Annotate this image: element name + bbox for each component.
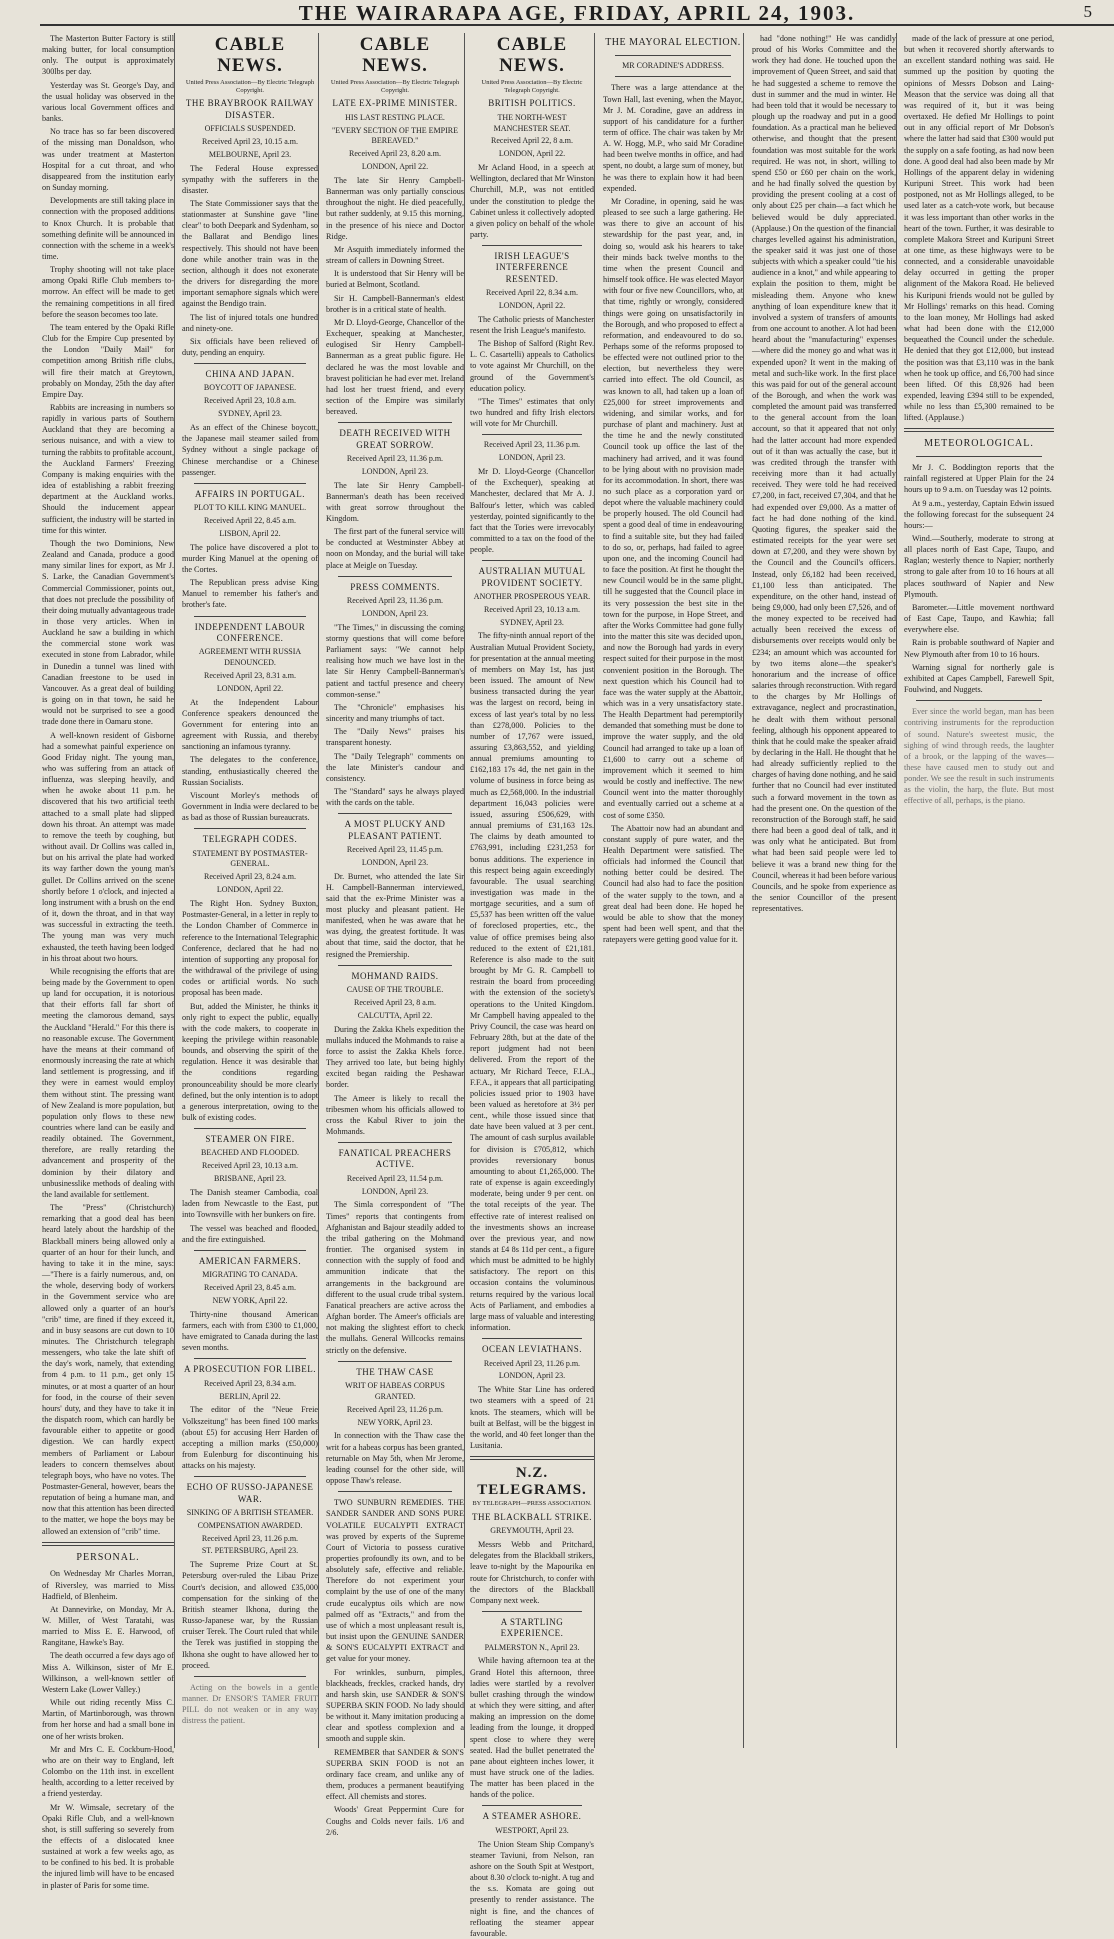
section-rule	[194, 1358, 306, 1359]
dateline: LISBON, April 22.	[219, 528, 281, 538]
nz-telegrams-credit: BY TELEGRAPH—PRESS ASSOCIATION.	[472, 1500, 592, 1508]
dateline: LONDON, April 22.	[216, 683, 284, 693]
dateline: LONDON, April 23.	[498, 453, 566, 463]
article-paragraph: The Catholic priests of Manchester resent the Irish League's manifesto.	[470, 314, 594, 335]
article-heading: ECHO OF RUSSO-JAPANESE WAR.	[186, 1482, 314, 1504]
article-subheading: "EVERY SECTION OF THE EMPIRE BEREAVED."	[332, 125, 458, 146]
dateline: LONDON, April 23.	[361, 466, 429, 476]
cable-credit: United Press Association—By Electric Telegraph Copyright.	[185, 78, 315, 94]
dateline: NEW YORK, April 22.	[212, 1295, 288, 1305]
article-heading: INDEPENDENT LABOUR CONFERENCE.	[194, 621, 306, 643]
meteorological-paragraph: Barometer.—Little movement northward of East Cape, Taupo, and Kawhia; fall everywhere else.	[904, 602, 1054, 635]
section-rule	[194, 1676, 306, 1677]
dateline: LONDON, April 22.	[361, 162, 429, 172]
nz-telegrams-banner: N.Z. TELEGRAMS.	[477, 1465, 587, 1498]
article-subheading: WRIT OF HABEAS CORPUS GRANTED.	[345, 1380, 445, 1401]
article-paragraph: The Abattoir now had an abundant and constant supply of pure water, and the Health Department were satisfied. The officials had informed the Council that nothing better could be desired. The Council had also had to face the position of the water supply to the town, and a great deal had been done. He hoped he would be able to show that the money spent had been well spent, and that the ratepayers were getting good value for it.	[603, 823, 743, 945]
dateline: LONDON, April 22.	[498, 149, 566, 159]
section-rule	[194, 828, 306, 829]
local-news-paragraph: No trace has so far been discovered of the missing man Donaldson, who was under treatment at Masterton Hospital for a cut throat, and who disappeared from the institution early on Sunday morning.	[42, 127, 174, 193]
article-paragraph: Thirty-nine thousand American farmers, each with from £300 to £1,000, have emigrated to Canada during the last seven months.	[182, 1309, 318, 1353]
article-paragraph: The late Sir Henry Campbell-Bannerman was only partially conscious throughout the night. He died peacefully, but rather suddenly, at 9.15 this morning, in the presence of his niece and Doctor Ridge.	[326, 176, 464, 241]
article-paragraph: The "Daily News" praises his transparent honesty.	[326, 727, 464, 748]
article-heading: LATE EX-PRIME MINISTER.	[332, 98, 458, 109]
cable-credit: United Press Association—By Electric Telegraph Copyright.	[481, 78, 583, 94]
article-paragraph: During the Zakka Khels expedition the mullahs induced the Mohmands to raise a force to assist the Zakka Khels force. They arrived too late, but being highly excited began raiding the Peshawar border.	[326, 1024, 464, 1090]
article-heading: PRESS COMMENTS.	[350, 581, 440, 592]
section-rule	[482, 560, 582, 561]
article-paragraph: The Bishop of Salford (Right Rev. L. C. Casartelli) appeals to Catholics to vote against Mr Churchill, on the ground of the Government's education policy.	[470, 339, 594, 393]
received-line: Received April 23, 8 a.m.	[354, 997, 436, 1007]
dateline: CALCUTTA, April 22.	[357, 1010, 433, 1020]
received-line: Received April 23, 11.54 p.m.	[346, 1173, 444, 1183]
column-mayoral-and-meteorological	[904, 33, 1054, 1748]
personal-paragraph: Mr and Mrs C. E. Cockburn-Hood, who are on their way to England, left Colombo on the 11th inst. in excellent health, according to a letter received by a friend yesterday.	[42, 1744, 174, 1799]
article-heading: BRITISH POLITICS.	[488, 98, 576, 109]
article-subheading: SINKING OF A BRITISH STEAMER.	[186, 1507, 314, 1517]
column-cable-news-1	[182, 33, 319, 1748]
dateline: WESTPORT, April 23.	[495, 1825, 569, 1835]
mayoral-election-subheading: MR CORADINE'S ADDRESS.	[622, 60, 724, 70]
section-rule	[916, 700, 1042, 701]
dateline: SYDNEY, April 23.	[500, 617, 564, 627]
section-rule	[482, 1338, 582, 1339]
local-news-paragraph: Yesterday was St. George's Day, and the usual holiday was observed in the various local Government offices and banks.	[42, 80, 174, 124]
article-heading: CHINA AND JAPAN.	[205, 369, 295, 380]
article-heading: THE BLACKBALL STRIKE.	[472, 1511, 592, 1522]
article-subheading: MIGRATING TO CANADA.	[202, 1270, 298, 1280]
local-news-paragraph: The Masterton Butter Factory is still making butter, for local consumption only. The output is approximately 300lbs per day.	[42, 34, 174, 77]
received-line: Received April 22, 8.45 a.m.	[204, 515, 296, 525]
section-rule	[194, 1250, 306, 1251]
section-rule	[904, 428, 1054, 432]
dateline: BERLIN, April 22.	[219, 1391, 281, 1401]
meteorological-paragraph: Warning signal for northerly gale is exhibited at Capes Campbell, Farewell Spit, Foulwind, and Nuggets.	[904, 662, 1054, 695]
article-heading: FANATICAL PREACHERS ACTIVE.	[338, 1148, 452, 1170]
article-subheading: HIS LAST RESTING PLACE.	[345, 112, 445, 122]
personal-paragraph: On Wednesday Mr Charles Morran, of Riversley, was married to Miss Hadfield, of Blenheim.	[42, 1569, 174, 1601]
article-subheading: AGREEMENT WITH RUSSIA DENOUNCED.	[198, 647, 302, 667]
dateline: LONDON, April 23.	[361, 608, 429, 618]
received-line: Received April 23, 11.45 p.m.	[346, 844, 444, 854]
local-news-paragraph: Developments are still taking place in connection with the proposed additions to Knox Church. It is probable that something definite will be announced in connection with the scheme in a week's time.	[42, 196, 174, 261]
dateline: PALMERSTON N., April 23.	[484, 1642, 580, 1652]
received-line: Received April 23, 8.34 a.m.	[204, 1378, 296, 1388]
article-paragraph: The White Star Line has ordered two steamers with a speed of 21 knots. The steamers, which will be built at Belfast, will be the biggest in the world, and 40 feet longer than the Lusitania.	[470, 1385, 594, 1451]
article-paragraph: The Supreme Prize Court at St. Petersburg over-ruled the Libau Prize Court's decision, and allowed £35,000 compensation for the sinking of the British steamer Ikhona, during the Russo-Japanese war, by the Russian cruiser Terek. The Court ruled that while the Terek was justified in stopping the Ikhona she ought to have allowed her to proceed.	[182, 1560, 318, 1670]
received-line: Received April 23, 11.36 p.m.	[483, 440, 581, 450]
article-paragraph: The "Chronicle" emphasises his sincerity and many triumphs of tact.	[326, 702, 464, 724]
section-rule	[338, 576, 452, 577]
meteorological-paragraph: Rain is probable southward of Napier and New Plymouth after from 10 to 16 hours.	[904, 638, 1054, 659]
article-heading: THE THAW CASE	[356, 1366, 434, 1377]
personal-paragraph: Mr W. Wimsale, secretary of the Opaki Rifle Club, and a well-known shot, is still suffering so severely from the effects of a dislocated knee sustained at work a few weeks ago, as to be confined to his bed. It is probable the injured limb will have to be encased in plaster of Paris for some time.	[42, 1802, 174, 1890]
section-rule	[916, 456, 1042, 457]
section-rule	[615, 55, 731, 56]
dateline: GREYMOUTH, April 23.	[490, 1526, 574, 1536]
article-heading: A MOST PLUCKY AND PLEASANT PATIENT.	[344, 819, 446, 841]
section-rule	[42, 1542, 174, 1546]
advertisement: REMEMBER that SANDER & SON'S SUPERBA SKIN FOOD is not an ordinary face cream, and unlike any of them, produces a permanent beautifying effect. All chemists and stores.	[326, 1747, 464, 1802]
article-paragraph: The police have discovered a plot to murder King Manuel at the opening of the Cortes.	[182, 542, 318, 574]
article-subheading: STATEMENT BY POSTMASTER-GENERAL.	[192, 848, 308, 869]
article-paragraph: The first part of the funeral service will be conducted at Westminster Abbey at noon on Monday, and the burial will take place at Meigle on Tuesday.	[326, 527, 464, 570]
article-heading: OCEAN LEVIATHANS.	[482, 1344, 582, 1355]
local-news-paragraph: A well-known resident of Gisborne had a somewhat painful experience on Good Friday night. The young man, who was suffering from an attack of influenza, was sleeping heavily, and when he awoke about 11 p.m. he discovered that his two artificial teeth attached to a small plate had slipped down his throat. An attempt was made to remove the teeth by coughing, but without avail. Dr Collins was called in, but on his arrival the plate had worked its way farther down the young man's gullet. Dr Collins arrived on the scene shortly before 1 o'clock, and injected a long instrument with a brush on the end of it, down the throat, and in that way was successful in extracting the teeth. The young man was very much exhausted, the teeth having been lodged in his throat about two hours.	[42, 730, 174, 963]
article-paragraph: The Federal House expressed sympathy with the sufferers in the disaster.	[182, 163, 318, 195]
dateline: ST. PETERSBURG, April 23.	[201, 1546, 299, 1556]
section-rule	[615, 76, 731, 77]
article-heading: AFFAIRS IN PORTUGAL.	[194, 488, 306, 499]
article-paragraph: The State Commissioner says that the stationmaster at Sunshine gave "line clear" to both Deepark and Sydenham, so the Ballarat and Bendigo lines respectively. This should not have been done while another train was in the section, although it does not exonerate the drivers for disregarding the more important semaphore signals which were against the Bendigo train.	[182, 198, 318, 309]
personal-paragraph: The death occurred a few days ago of Miss A. Wilkinson, sister of Mr E. Wilkinson, a well-known settler of Western Lake (Lower Valley.)	[42, 1651, 174, 1694]
article-subheading: ANOTHER PROSPEROUS YEAR.	[473, 591, 591, 601]
article-paragraph: The delegates to the conference, standing, enthusiastically cheered the Russian Socialists.	[182, 755, 318, 787]
advertisement: Ever since the world began, man has been contriving instruments for the reproduction of sound. Nature's sweetest music, the sighing of wind through reeds, the laughter of a brook, or the lapping of the waves—these have caused men to study out and ponder. We see the result in such instruments as the violin, the harp, the flute. But most effective of all, perhaps, is the piano.	[904, 707, 1054, 806]
meteorological-paragraph: Mr J. C. Boddington reports that the rainfall registered at Upper Plain for the 24 hours up to 9 a.m. on Tuesday was 12 points.	[904, 463, 1054, 495]
received-line: Received April 23, 8.45 a.m.	[204, 1283, 296, 1292]
received-line: Received April 23, 11.36 p.m.	[346, 596, 444, 606]
article-heading: STEAMER ON FIRE.	[205, 1134, 295, 1145]
column-cable-news-3	[470, 33, 595, 1938]
received-line: Received April 23, 8.20 a.m.	[349, 149, 441, 159]
article-paragraph: But, added the Minister, he thinks it only right to expect the public, equally with the code makers, to cooperate in keeping the privilege within reasonable bounds, and observing the spirit of the regulation. Hence it was desirable that the conditions regarding pronounceability should be more clearly defined, but the only intention is to adopt a generous interpretation, owing to the bulk of existing codes.	[182, 1001, 318, 1123]
dateline: LONDON, April 22.	[216, 885, 284, 895]
article-paragraph: Dr. Burnet, who attended the late Sir H. Campbell-Bannerman interviewed, said that the ex-Prime Minister was a most plucky and pleasant patient. He manifested, when he was aware that he was dying, the greatest fortitude. It was about that time, said the doctor, that he resigned the Premiership.	[326, 871, 464, 959]
section-rule	[482, 1611, 582, 1612]
section-rule	[338, 813, 452, 814]
local-news-paragraph: Though the two Dominions, New Zealand and Canada, produce a good many similar lines for export, as Mr J. S. Larke, the Canadian Government's Commercial Commissioner, points out, that does not preclude the possibility of their doing mutually advantageous trade in those very articles. When in Auckland he saw a building in which the commercial stone work was executed in stone from Labrador, while in Dunedin a tunnel was lined with Canadian freestone to be used in Vancouver. As a great deal of building is going on in that town, he said he would not be surprised to see a good trade done there in Oamaru stone.	[42, 538, 174, 727]
article-paragraph: The Union Steam Ship Company's steamer Taviuni, from Nelson, ran ashore on the South Spit at Westport, about 8.30 o'clock to-night. A tug and the s.s. Komata are going out presently to render assistance. The night is fine, and the chances of refloating the steamer appear favourable.	[470, 1839, 594, 1938]
column-mayoral-continued	[752, 33, 897, 1748]
advertisement: TWO SUNBURN REMEDIES. THE SANDER SANDER AND SONS PURE VOLATILE EUCALYPTI EXTRACT was proved by experts of the Supreme Court of Victoria to possess curative properties profoundly its own, and to be absolutely safe, effective and reliable. Therefore do not experiment your complaint by the use of one of the many crude eucalyptus oils which are now palmed off as "Extracts," and from the use of which a most unpleasant result is, but insist upon the GENUINE SANDER & SON'S EUCALYPTI EXTRACT and get value for your money.	[326, 1498, 464, 1664]
dateline: LONDON, April 22.	[498, 300, 566, 310]
article-paragraph: "The Times," in discussing the coming stormy questions that will come before Parliament says: "We cannot help realising how much we have lost in the late Sir Henry Campbell-Bannerman's patient and tactful presence and cheery common-sense."	[326, 622, 464, 699]
dateline: SYDNEY, April 23.	[218, 409, 282, 419]
article-paragraph: The Right Hon. Sydney Buxton, Postmaster-General, in a letter in reply to the London Chamber of Commerce in reference to the International Telegraphic Conference, declared that he had no intention of supporting any proposal for the withdrawal of the privilege of using codes or artificial words. No such proposal has been made.	[182, 899, 318, 998]
dateline: MELBOURNE, April 23.	[208, 149, 292, 159]
article-paragraph: "The Times" estimates that only two hundred and fifty Irish electors will vote for Mr Churchill.	[470, 396, 594, 429]
local-news-paragraph: Rabbits are increasing in numbers so rapidly in various parts of Southern Auckland that they are becoming a serious nuisance, and with a view to turning the rabbits to profitable account, the Auckland Farmers' Freezing Company is making enquiries with the idea of establishing a rabbit freezing department at the Auckland works. Should the inducement appear sufficient, the industry will be started in time for this winter.	[42, 403, 174, 535]
local-news-paragraph: The team entered by the Opaki Rifle Club for the Empire Cup presented by the London "Daily Mail" for competition among British rifle clubs, will fire their match at Greytown, probably on Monday, 25th the day after Empire Day.	[42, 322, 174, 399]
advertisement: For wrinkles, sunburn, pimples, blackheads, freckles, cracked hands, dry and harsh skin, use SANDER & SON'S SUPERBA SKIN FOOD. No lady should be without it. Many imitation producing a clear and spotless complexion and a smooth and supple skin.	[326, 1667, 464, 1744]
dateline: LONDON, April 23.	[361, 1186, 429, 1196]
personal-paragraph: At Dannevirke, on Monday, Mr A. W. Miller, of West Taratahi, was married to Miss E. E. Harwood, of Rangitane, Hawke's Bay.	[42, 1604, 174, 1648]
dateline: LONDON, April 23.	[361, 857, 429, 867]
article-paragraph: Mr D. Lloyd-George (Chancellor of the Exchequer), speaking at Manchester, declared that Mr A. J. Balfour's letter, which was cabled yesterday, pointed significantly to the fact that the Tories were irrevocably committed to a tax on the food of the people.	[470, 467, 594, 555]
article-heading: A STEAMER ASHORE.	[482, 1811, 582, 1822]
article-paragraph: The fifty-ninth annual report of the Australian Mutual Provident Society, for presentation at the annual meeting of members on May 1st, has just been issued. The amount of New business transacted during the year was the largest on record, being in excess of last year's total by no less than £278,000. Policies to the number of 17,767 were issued, assuring £3,863,552, and yielding annual premiums amounting to £162,183 17s 4d, the net gain in the volume of business in force being as much as £2,568,000. In the industrial department 16,043 policies were issued, assuring £506,629, with annual premiums of £31,163 12s. The claims by death amounted to £763,991, including £231,253 for bonus additions. The experience in this respect being again exceedingly favourable. The usual searching investigation was made in the mortgage securities, and a sum of £5,537 has been written off the value of foreclosed properties, etc., the value of office premises being also reduced to the extent of £21,181. Reference is also made to the suit brought by Mr G. R. Campbell to restrain the board from proceeding with the extension of the society's operations to the United Kingdom. Mr Campbell having appealed to the Privy Council, the case was heard on February 28th, but at the date of the report judgment had not been delivered. From the report of the actuary, Mr Richard Teece, F.I.A., F.F.A., it appears that all participating policies issued prior to 1903 have been valued as heretofore at 3½ per cent., while those issued since that date have been valued at 3 per cent. The amount of cash surplus available for division is £705,812, which provides reversionary bonus amounting to about £1,265,000. The rate of expense is again exceedingly moderate, being under 9 per cent. on the total receipts of the year. The effective rate of interest realised on the investments shows an increase over the previous year, and now stands at £4 8s 11d per cent., a figure which must be admitted to be highly satisfactory. The report on this occasion contains the voluminous returns required by the various local Acts of Parliament, and embodies a large mass of valuable and interesting information.	[470, 631, 594, 1333]
article-heading: AMERICAN FARMERS.	[198, 1255, 302, 1266]
article-paragraph: The Republican press advise King Manuel to remember his father's and brother's fate.	[182, 578, 318, 610]
received-line: Received April 23, 10.8 a.m.	[204, 396, 296, 406]
article-paragraph: The "Standard" says he always played with the cards on the table.	[326, 786, 464, 808]
article-heading: MOHMAND RAIDS.	[351, 970, 439, 981]
dateline: NEW YORK, April 23.	[357, 1417, 433, 1427]
received-line: Received April 23, 11.26 p.m.	[201, 1533, 299, 1543]
article-paragraph: had "done nothing!" He was candidly proud of his Works Committee and the work they had done. He touched upon the improvement of Queen Street, and said that he had suggested a scheme to remove the dust in summer and the mud in winter. He had been told that it would be necessary to plough up the roadway and put in a good foundation. As a practical man he believed otherwise, and thought that the present foundation was most suitable for the work required. He was not, in short, willing to spend £50 or £60 per chain on the work, and he had finally solved the question by providing the present cooling at a cost of only about £25 per chain—a fact which he believed would be duly appreciated. (Applause.) On the question of the financial charges levelled against his administration, the speaker said it was just one of those subjects with which a speaker could "tie his audience in a knot," and while appearing to explain the position to them, might be misleading them. Anyone who knew anything of loan expenditure knew that it involved a system of transfers of amounts from one account to another. A lot had been heard about the "manufacturing" expenses—where did the money go and what was it expended upon? It went in the making of metal and such-like work. In the first place this was paid for out of the general account of the Borough, and when the work was completed the amount paid was transferred to the general account from the loan account, so that it appeared that not only had the latter account had more expended out of it than was actually the case, but it was credited through the transfer with receiving more than it had actually received. They were told he had received £7,200, in fact, received £7,304, and that he had expended over £9,000. As a matter of fact he had done nothing of the kind. Quoting figures, the speaker said the estimated receipts for the year were set down at £7,200, and they were shown by the Council and the Council's officers. Instead, only £6,182 had been received, £1,100 less than anticipated. The expenditure, on the other hand, instead of being £9,000, had only been £7,526, and of the money expected to be received had actually been received the excess of disbursements over receipts would only be £234; an amount which was accounted for by two items alone—the speaker's honorarium and the increase of office salaries through reconstruction. With regard to the charges by Mr Hollings of extravagance, neglect and procrastination, he dealt with them without personal feeling, although his opponent appeared to think that he could make the speaker afraid by declaring in the Hall. He thought that he had already sufficiently replied to the charges of having done nothing, and he said further that no Council had ever instituted such a forward movement in the town as had the present one. On the question of the reconstruction of the Borough staff, he said there had been a good deal of talk, and it was only what he anticipated. But from what had been said people were led to believe it was a brand new thing for the Council, whereas it had been before various Councils, and he spoke from experience as the senior Councillor of the present representatives.	[752, 34, 897, 914]
masthead	[40, 0, 1114, 26]
cable-news-banner: CABLE NEWS.	[496, 34, 568, 76]
article-paragraph: Viscount Morley's methods of Government in India were declared to be as bad as those of Russian bureaucrats.	[182, 790, 318, 823]
article-heading: DEATH RECEIVED WITH GREAT SORROW.	[339, 428, 451, 450]
article-paragraph: made of the lack of pressure at one period, but when it recovered shortly afterwards to an excellent standard nothing was said. He summed up the position by quoting the opinions of Messrs Dobson and Laing-Meason that the service was doing all that was required of it, but it was being overtaxed. He defied Mr Hollings to point out in any official report of Mr Dobson's where the latter had said that £300 would put the supply on a safe footing, as had now been done. A good deal had also been made by Mr Hollings of the apparent delay in widening Kuripuni Street. This work had been postponed, not as Mr Hollings alleged, to be used later as a catch-vote work, but because it was less important than other works in the heart of the town. Further, it was desirable to complete Makora Street and Kuripuni Street at one time, as these highways were to be connected, and a considerable unavoidable delay occurred in getting the proper alignment of the Makora Road. He believed his Kuripuni friends would not be gulled by Mr Hollings' remarks on this head. Coming to the loan money, Mr Hollings had asked what had been done with the £12,000 bequeathed the Council under the schedule. He denied that they got £12,000, but instead the position was that £3,110 was in the bank when he took up office, and £6,700 had since been lifted. Of this £8,926 had been expended, leaving £394 still to be expended, while no less than £5,300 remained to be lifted. (Applause.)	[904, 34, 1054, 423]
personal-paragraph: While out riding recently Miss C. Martin, of Martinborough, was thrown from her horse and had a small bone in one of her wrists broken.	[42, 1698, 174, 1741]
article-paragraph: As an effect of the Chinese boycott, the Japanese mail steamer sailed from Sydney without a single package of Chinese merchandise or a Chinese passenger.	[182, 423, 318, 477]
section-rule	[482, 1805, 582, 1806]
section-rule	[194, 1128, 306, 1129]
received-line: Received April 22, 8.34 a.m.	[486, 287, 578, 297]
article-paragraph: Messrs Webb and Pritchard, delegates from the Blackball strikers, leave to-night by the Mapourika en route for Christchurch, to confer with the directors of the Blackball Company next week.	[470, 1540, 594, 1605]
article-paragraph: The editor of the "Neue Freie Volkszeitung" has been fined 100 marks (about £5) for accusing Herr Harden of accepting a million marks (£50,000) from Eulenburg for discontinuing his attacks on his majesty.	[182, 1405, 318, 1471]
article-paragraph: The list of injured totals one hundred and ninety-one.	[182, 312, 318, 333]
article-heading: THE BRAYBROOK RAILWAY DISASTER.	[185, 98, 315, 120]
received-line: Received April 23, 11.36 p.m.	[346, 453, 444, 463]
article-subheading: BEACHED AND FLOODED.	[201, 1148, 299, 1158]
article-paragraph: Mr Coradine, in opening, said he was pleased to see such a large gathering. He was there to give an account of his stewardship for the past year, and, in doing so, would ask his hearers to take their minds back twelve months to the time when the present Council and himself took office. He was elected Mayor with four or five new Councillors, who, at that time, rightly or wrongly, considered things were going on unsatisfactorily in the Borough, and who proposed to effect a reformation, and endeavoured to do so. Perhaps some of the reforms proposed to be effected were not outlined prior to the election, but nevertheless they were carried into effect. The old Council, as was known to all, had taken up a loan of £25,000 for street improvements and widening, and similar works, and for purchase of plant and machinery. Just at the time he and the newly constituted Council took up office the last of the machinery had arrived, and it was found to be lying about with no provision made for its accommodation. In short, there was no such place as a corporation yard or depot where the valuable machinery could be properly housed. The old Council had spent a good deal of time in endeavouring to find a suitable site, but they had failed to do so, or, perhaps, had failed to agree upon one, and the incoming Council had to face the position. At first he thought the new Council would be in the same plight, till he suggested that the Council place in its very possession the best site in the town for the purpose, in Hope Street, and after the Works Committee had gone fully into the matter this site was decided upon, and now the Borough had yards in every respect suited for their purpose in the most convenient position in the Borough. The next question which his Council had to face was the water supply at the Abattoir, which was in a very unsatisfactory state. The Health Department had peremptorily demanded that something must be done to improve the water supply, and the old Council had arranged to take up a loan of £1,600 to carry out a scheme of improvement which it seemed to him would be costly and ineffective. The new Council went into the matter thoroughly and eventually carried out a scheme at a cost of some £350.	[603, 196, 743, 820]
cable-credit: United Press Association—By Electric Telegraph Copyright.	[330, 78, 460, 94]
mayoral-election-heading: THE MAYORAL ELECTION.	[605, 37, 741, 48]
masthead-title: THE WAIRARAPA AGE, FRIDAY, APRIL 24, 1903.	[298, 1, 856, 25]
article-paragraph: The Ameer is likely to recall the tribesmen whom his officials allowed to cross the Kabul River to join the Mohmands.	[326, 1093, 464, 1137]
local-news-paragraph: The "Press" (Christchurch) remarking that a good deal has been heard lately about the hardship of the Blackball miners being allowed only a quarter of an hour for their lunch, and having to take it in the mine, says:—"There is a fairly numerous, and, on the whole, deserving body of workers in the Government service who are allowed only a quarter of an hour's "crib" time, are fined if they exceed it, and in busy seasons are cut down to 10 minutes. The Christchurch telegraph messengers, who take the late shift of the day's work, namely, that extending from 4 p.m. to 11 p.m., get only 15 minutes, or at most a quarter of an hour for food, in the course of their seven hours' duty, and they have to take it in the dispatch room, which can hardly be favourable either to appetite or good digestion. We can hardly expect members of Parliament or Labour leaders to concern themselves about telegraph boys, who have no votes. The Postmaster-General, however, bears the reputation of being a humane man, and now that this attention has been directed to the matter, we hope the boys may be allowed an extension of "crib" time.	[42, 1203, 174, 1536]
article-paragraph: While having afternoon tea at the Grand Hotel this afternoon, three ladies were startled by a revolver bullet crashing through the window at which they were sitting, and after making an impression on the dome leading from the lounge, it dropped spent close to where they were seated. Had the bullet penetrated the pane about eighteen inches lower, it must have struck one of the ladies. The matter has been placed in the hands of the police.	[470, 1656, 594, 1800]
article-subheading: OFFICIALS SUSPENDED.	[204, 123, 296, 133]
article-subheading: BOYCOTT OF JAPANESE.	[203, 383, 297, 393]
column-cable-news-2	[326, 33, 465, 1837]
section-rule	[338, 422, 452, 423]
article-subheading: PLOT TO KILL KING MANUEL.	[193, 503, 307, 513]
article-paragraph: Mr Asquith immediately informed the stream of callers in Downing Street.	[326, 244, 464, 266]
article-subheading: CAUSE OF THE TROUBLE.	[346, 985, 444, 995]
section-rule	[470, 1456, 594, 1460]
received-line: Received April 23, 10.15 a.m.	[202, 136, 298, 146]
received-line: Received April 23, 10.13 a.m.	[484, 604, 580, 614]
article-heading: TELEGRAPH CODES.	[202, 834, 298, 845]
article-paragraph: Mr D. Lloyd-George, Chancellor of the Exchequer, speaking at Manchester, eulogised Sir Henry Campbell-Bannerman as a great public figure. He declared he was the most lovable and bravest politician he had ever met. Ireland had lost her truest friend, and every section of the Empire was similarly bereaved.	[326, 317, 464, 417]
article-paragraph: At the Independent Labour Conference speakers denounced the Government for entering into an agreement with Russia, and thereby sanctioning an infamous tyranny.	[182, 697, 318, 752]
personal-heading: PERSONAL.	[76, 1551, 140, 1563]
article-paragraph: The Danish steamer Cambodia, coal laden from Newcastle to the East, put into Townsville with her bunkers on fire.	[182, 1188, 318, 1220]
dateline: BRISBANE, April 23.	[213, 1174, 286, 1184]
meteorological-heading: METEOROLOGICAL.	[924, 438, 1034, 450]
dateline: LONDON, April 23.	[498, 1371, 566, 1381]
article-paragraph: There was a large attendance at the Town Hall, last evening, when the Mayor, Mr J. M. Coradine, gave an address in support of his candidature for a further term of office. The chair was taken by Mr A. W. Hogg, M.P., who said Mr Coradine had been twelve months in office, and had spent, no doubt, a large sum of money, but he was there to explain how it had been expended.	[603, 83, 743, 193]
received-line: Received April 23, 8.31 a.m.	[204, 670, 296, 680]
article-paragraph: The late Sir Henry Campbell-Bannerman's death has been received with great sorrow throughout the Kingdom.	[326, 480, 464, 523]
section-rule	[338, 1361, 452, 1362]
section-rule	[194, 483, 306, 484]
received-line: Received April 22, 8 a.m.	[491, 136, 573, 146]
section-rule	[194, 616, 306, 617]
article-paragraph: The Simla correspondent of "The Times" reports that contingents from Afghanistan and Bajour steadily added to the tribal gathering on the Mohmand frontier. The organised system in connection with the supply of food and ammunition indicate that the arrangements in the background are different to the usual crude tribal system. Fanatical preachers are active across the Afghan border. The Ameer's officials are not making the slightest effort to check the mullahs. General Willcocks remains strictly on the defensive.	[326, 1200, 464, 1355]
received-line: Received April 23, 11.26 p.m.	[346, 1404, 444, 1414]
cable-news-banner: CABLE NEWS.	[214, 34, 286, 76]
advertisement: Acting on the bowels in a gentle manner. Dr ENSOR'S TAMER FRUIT PILL do not weaken or in any way distress the patient.	[182, 1682, 318, 1726]
advertisement: Woods' Great Peppermint Cure for Coughs and Colds never fails. 1/6 and 2/6.	[326, 1805, 464, 1837]
section-rule	[338, 1491, 452, 1492]
section-rule	[338, 1142, 452, 1143]
local-news-paragraph: While recognising the efforts that are being made by the Government to open up land for occupation, it is notorious that their efforts fall far short of meeting the clamorous demand, says the Auckland "Herald." For this there is no reasonable excuse. The Government have the means at their command of enormously increasing the rate at which land settlement is progressing, and if they were in earnest would employ them without stint. The pressing want of New Zealand is more population, but population only flows to these new countries where land can be easily and readily obtained. The Government, therefore, are really retarding the advancement and prosperity of the dominion by their dilatory and unbusinesslike methods of dealing with the land available for settlement.	[42, 966, 174, 1199]
received-line: Received April 23, 8.24 a.m.	[204, 872, 296, 882]
local-news-paragraph: Trophy shooting will not take place among Opaki Rifle Club members to-morrow. An effect will be made to get the remaining competitions in all fired before the season becomes too late.	[42, 265, 174, 319]
cable-news-banner: CABLE NEWS.	[359, 34, 431, 76]
article-paragraph: Mr Acland Hood, in a speech at Wellington, declared that Mr Winston Churchill, M.P., was not entitled under the constitution to pledge the Cabinet unless it collectively adopted a given policy on behalf of the whole party.	[470, 163, 594, 240]
article-paragraph: Sir H. Campbell-Bannerman's eldest brother is in a critical state of health.	[326, 293, 464, 314]
page-number: 5	[1083, 2, 1092, 21]
article-subheading: COMPENSATION AWARDED.	[197, 1520, 303, 1530]
section-rule	[338, 965, 452, 966]
article-heading: AUSTRALIAN MUTUAL PROVIDENT SOCIETY.	[478, 566, 586, 588]
section-rule	[194, 363, 306, 364]
received-line: Received April 23, 11.26 p.m.	[483, 1358, 581, 1368]
column-local-news	[42, 33, 175, 1890]
article-heading: A PROSECUTION FOR LIBEL.	[183, 1364, 316, 1375]
article-paragraph: The vessel was beached and flooded, and the fire extinguished.	[182, 1223, 318, 1244]
section-rule	[482, 245, 582, 246]
article-paragraph: In connection with the Thaw case the writ for a habeas corpus has been granted, returnable on May 5th, when Mr Jerome, leading counsel for the other side, will oppose Thaw's release.	[326, 1431, 464, 1486]
article-heading: IRISH LEAGUE'S INTERFERENCE RESENTED.	[494, 251, 570, 284]
article-paragraph: It is understood that Sir Henry will be buried at Belmont, Scotland.	[326, 269, 464, 290]
article-paragraph: The "Daily Telegraph" comments on the late Minister's candour and consistency.	[326, 751, 464, 783]
meteorological-paragraph: At 9 a.m., yesterday, Captain Edwin issued the following forecast for the subsequent 24 hours:—	[904, 498, 1054, 530]
column-mayoral-election	[603, 33, 744, 1748]
received-line: Received April 23, 10.13 a.m.	[202, 1161, 298, 1171]
article-heading: A STARTLING EXPERIENCE.	[500, 1617, 564, 1639]
section-rule	[194, 1476, 306, 1477]
meteorological-paragraph: Wind.—Southerly, moderate to strong at all places north of East Cape, Taupo, and Raglan; westerly thence to Napier; northerly strong to gale after from 10 to 16 hours at all places southward of Napier and New Plymouth.	[904, 534, 1054, 599]
article-subheading: THE NORTH-WEST MANCHESTER SEAT.	[493, 112, 571, 133]
article-paragraph: Six officials have been relieved of duty, pending an enquiry.	[182, 336, 318, 357]
section-rule	[482, 434, 582, 435]
